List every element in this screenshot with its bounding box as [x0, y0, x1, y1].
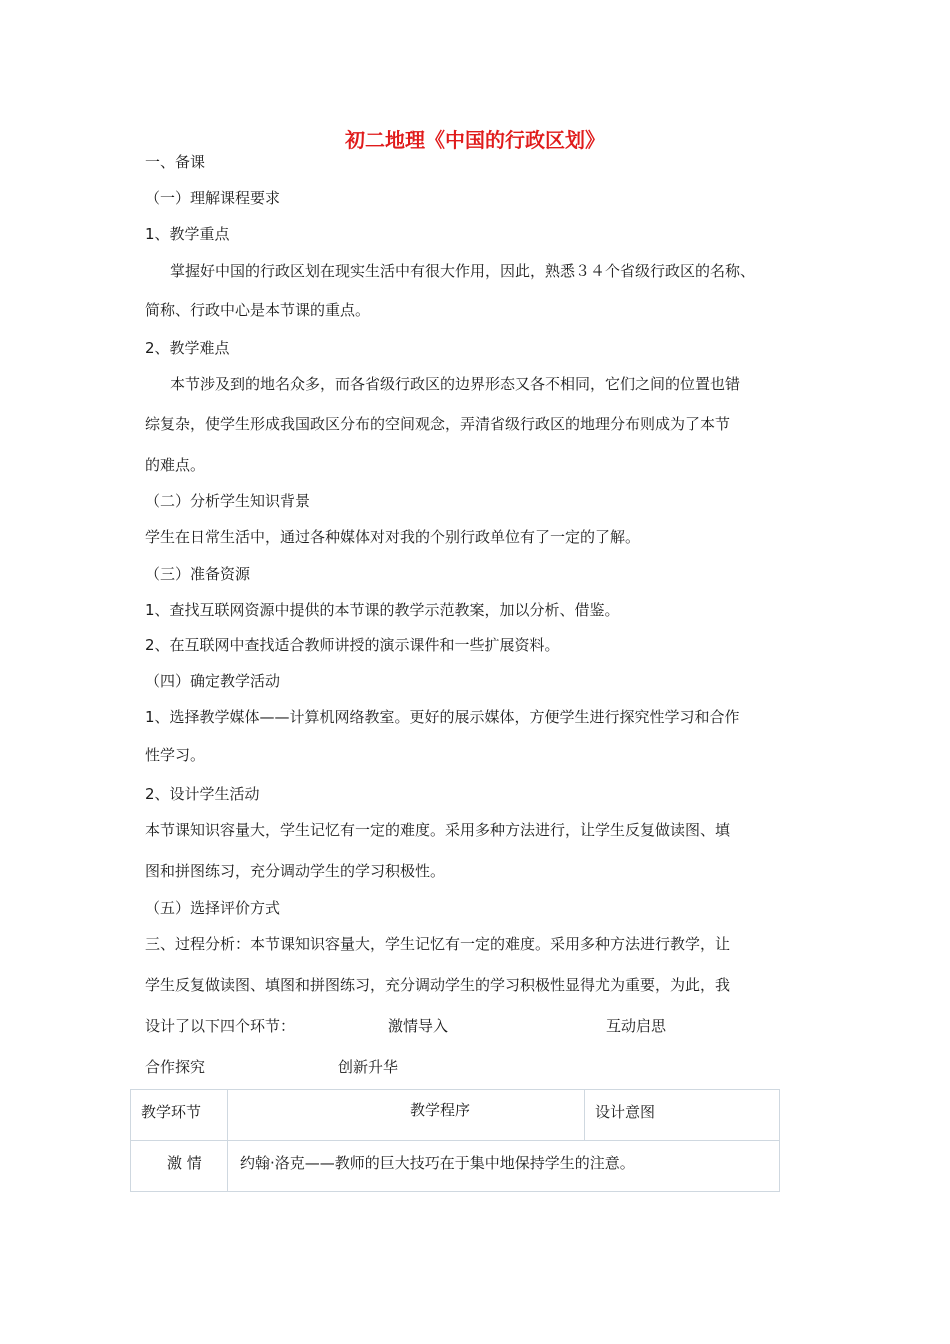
paragraph-line: 的难点。 — [145, 456, 206, 474]
table-cell: 约翰·洛克——教师的巨大技巧在于集中地保持学生的注意。 — [228, 1141, 780, 1192]
paragraph-line: 1、选择教学媒体——计算机网络教室。更好的展示媒体，方便学生进行探究性学习和合作 — [145, 708, 740, 726]
paragraph-line: 学生反复做读图、填图和拼图练习，充分调动学生的学习积极性显得尤为重要，为此，我 — [145, 976, 731, 994]
subsection-heading: （五）选择评价方式 — [145, 899, 281, 917]
paragraph-line: 图和拼图练习，充分调动学生的学习积极性。 — [145, 862, 446, 880]
table-header-cell — [228, 1090, 585, 1141]
step-label: 激情导入 — [388, 1017, 449, 1035]
section-heading: 一、备课 — [145, 153, 206, 171]
step-label: 互动启思 — [606, 1017, 667, 1035]
paragraph-line: 综复杂，使学生形成我国政区分布的空间观念，弄清省级行政区的地理分布则成为了本节 — [145, 415, 731, 433]
paragraph-line: 简称、行政中心是本节课的重点。 — [145, 301, 371, 319]
paragraph-line: 学生在日常生活中，通过各种媒体对对我的个别行政单位有了一定的了解。 — [145, 528, 641, 546]
steps-intro: 设计了以下四个环节： — [145, 1017, 296, 1035]
paragraph-line: 2、在互联网中查找适合教师讲授的演示课件和一些扩展资料。 — [145, 636, 560, 654]
paragraph-line: 本节涉及到的地名众多，而各省级行政区的边界形态又各不相同，它们之间的位置也错 — [170, 375, 741, 393]
table-header-cell: 教学环节 — [131, 1090, 228, 1141]
paragraph-line: 三、过程分析：本节课知识容量大，学生记忆有一定的难度。采用多种方法进行教学，让 — [145, 935, 731, 953]
table-header-cell: 教学程序 — [410, 1101, 471, 1119]
item-heading: 2、设计学生活动 — [145, 785, 260, 803]
step-label: 合作探究 — [145, 1058, 206, 1076]
item-heading: 1、教学重点 — [145, 225, 230, 243]
step-label: 创新升华 — [338, 1058, 399, 1076]
subsection-heading: （一）理解课程要求 — [145, 189, 281, 207]
document-title: 初二地理《中国的行政区划》 — [345, 128, 605, 152]
paragraph-line: 掌握好中国的行政区划在现实生活中有很大作用，因此，熟悉３４个省级行政区的名称、 — [170, 262, 756, 280]
table-row — [131, 1141, 780, 1192]
item-heading: 2、教学难点 — [145, 339, 230, 357]
paragraph-line: 本节课知识容量大，学生记忆有一定的难度。采用多种方法进行，让学生反复做读图、填 — [145, 821, 731, 839]
subsection-heading: （二）分析学生知识背景 — [145, 492, 311, 510]
paragraph-line: 性学习。 — [145, 746, 206, 764]
table-header-cell: 设计意图 — [585, 1090, 780, 1141]
paragraph-line: 1、查找互联网资源中提供的本节课的教学示范教案，加以分析、借鉴。 — [145, 601, 620, 619]
table-cell: 激 情 — [131, 1141, 228, 1192]
subsection-heading: （三）准备资源 — [145, 565, 251, 583]
subsection-heading: （四）确定教学活动 — [145, 672, 281, 690]
